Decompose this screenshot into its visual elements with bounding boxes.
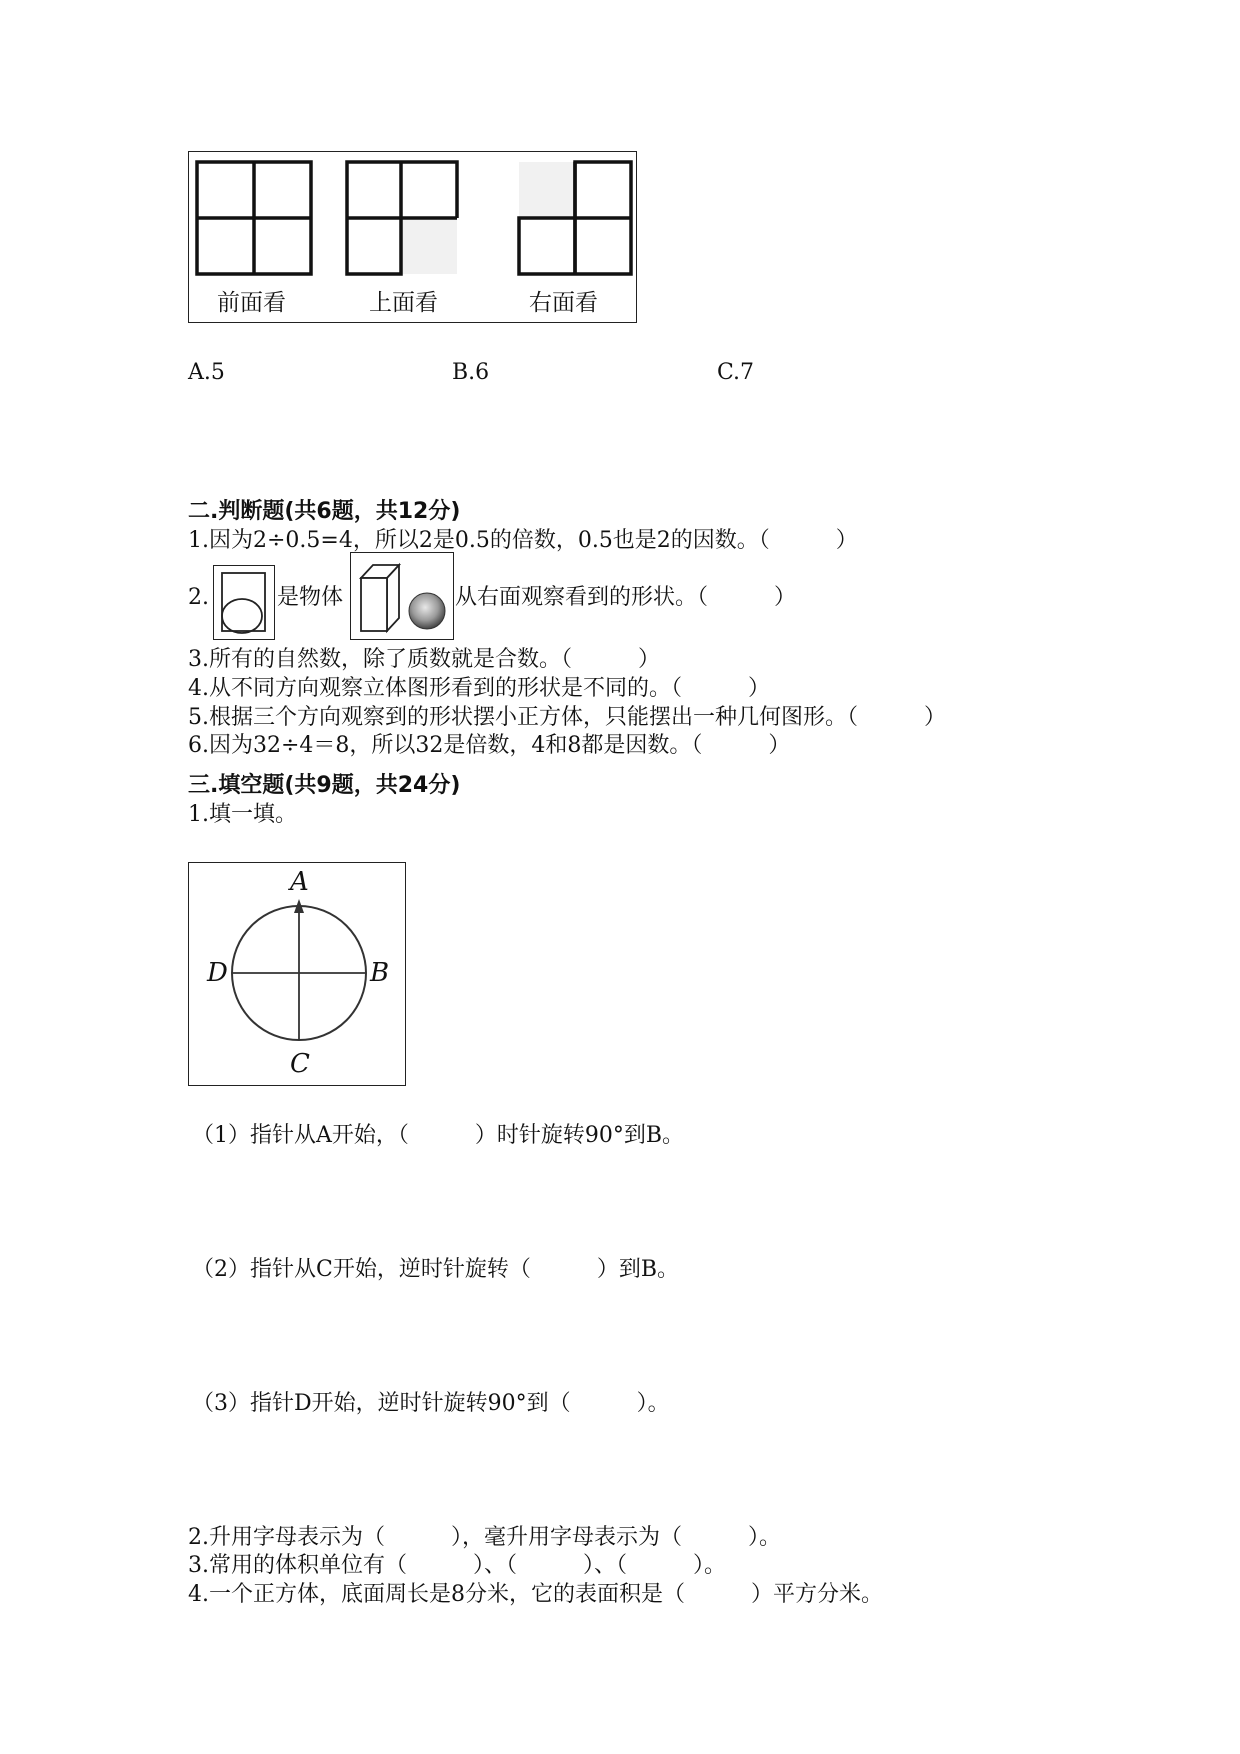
compass-label-c: C	[290, 1049, 310, 1079]
judge-q2-middle: 是物体	[277, 585, 344, 610]
choice-c: C.7	[717, 360, 755, 385]
fill-q1-sub2: （2）指针从C开始，逆时针旋转（ ）到B。	[192, 1257, 679, 1282]
fill-q2: 2.升用字母表示为（ ），毫升用字母表示为（ ）。	[188, 1525, 781, 1550]
cuboid-sphere-icon	[351, 553, 453, 639]
judge-q4: 4.从不同方向观察立体图形看到的形状是不同的。（ ）	[188, 676, 770, 701]
fill-q1: 1.填一填。	[188, 802, 297, 827]
fill-q1-sub3: （3）指针D开始，逆时针旋转90°到（ ）。	[192, 1391, 670, 1416]
judge-q2-number: 2.	[188, 585, 209, 610]
section3-heading: 三.填空题(共9题，共24分)	[188, 773, 461, 798]
compass-label-a: A	[290, 867, 309, 897]
front-view-grid	[197, 162, 311, 274]
right-view-grid	[519, 162, 631, 274]
top-view-label: 上面看	[369, 290, 438, 316]
fill-q4: 4.一个正方体，底面周长是8分米，它的表面积是（ ）平方分米。	[188, 1582, 883, 1607]
compass-label-b: B	[370, 958, 390, 988]
judge-q6: 6.因为32÷4＝8，所以32是倍数，4和8都是因数。（ ）	[188, 733, 791, 758]
oval-view-image	[213, 565, 275, 640]
judge-q2-end: 从右面观察看到的形状。（ ）	[455, 585, 797, 610]
fill-q1-sub1: （1）指针从A开始，（ ）时针旋转90°到B。	[192, 1123, 685, 1148]
judge-q3: 3.所有的自然数，除了质数就是合数。（ ）	[188, 647, 660, 672]
section2-heading: 二.判断题(共6题，共12分)	[188, 499, 461, 524]
top-view-grid	[347, 162, 457, 274]
front-view-label: 前面看	[217, 290, 286, 316]
right-view-label: 右面看	[529, 290, 598, 316]
cuboid-and-sphere-image	[350, 552, 454, 640]
oval-in-frame-icon	[214, 566, 274, 639]
fill-q3: 3.常用的体积单位有（ ）、（ ）、（ ）。	[188, 1553, 726, 1578]
choice-a: A.5	[188, 360, 225, 385]
compass-figure	[188, 862, 406, 1086]
judge-q5: 5.根据三个方向观察到的形状摆小正方体，只能摆出一种几何图形。（ ）	[188, 705, 946, 730]
choice-b: B.6	[452, 360, 490, 385]
judge-q1: 1.因为2÷0.5=4，所以2是0.5的倍数，0.5也是2的因数。（ ）	[188, 528, 858, 553]
compass-label-d: D	[207, 958, 228, 988]
three-views-figure	[188, 151, 637, 323]
